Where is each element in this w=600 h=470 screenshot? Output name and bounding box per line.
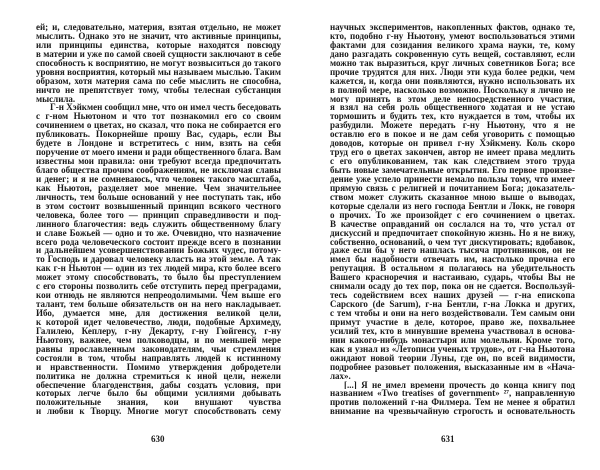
text-line: примут участие в деле, которое, право же, похвальнее [330, 317, 575, 327]
text-line: собственно, оснований, о чем тут дискутировать; вдобавок, [330, 237, 575, 247]
text-line: с г-ном Ньютоном и что тот познакомил его со своим [36, 112, 281, 122]
text-line: Г-н Хэйкмен сообщил мне, что он имел честь беседовать [50, 103, 281, 113]
text-line: ством может служить сказанное мною выше о выводах, [330, 192, 575, 202]
text-line: даже если бы у него нашлась тысяча противников, он не [330, 246, 575, 256]
text-line: Галилею, Кеплеру, г-ну Декарту, г-ну Гюйгенсу, г-ну [36, 326, 281, 336]
text-line: известны мои правила: они требуют всегда предпочитать [36, 157, 281, 166]
text-line: кои отнюдь не являются непреодолимыми. Чем выше его [36, 291, 281, 301]
text-line: линного благочестия: ведь служить общественному благу [36, 219, 281, 229]
page-number-left: 630 [151, 434, 165, 444]
text-line: имел бы надобности отвечать им, настолько прочна его [330, 255, 575, 265]
text-line: могу принять в этом деле непосредственного участия, [330, 94, 575, 104]
text-line: дано разгадать сокровенную суть вещей, составляют, если [330, 49, 575, 59]
text-line: снимали осаду до тех пор, пока он не сдается. Воспользуй- [330, 282, 575, 292]
text-line: состояли в том, чтобы направлять людей к истинному [36, 353, 281, 363]
text-line: публиковать. Покорнейше прошу Вас, сударь, если Вы [36, 130, 281, 140]
text-line: дискуссий и предпочитает спокойную жизнь. Но я не вижу, [330, 228, 575, 238]
text-line: как Ньютон, разделяет мое мнение. Чем значительнее [36, 183, 281, 193]
text-line: репутация. В остальном я полагаюсь на убедительность [330, 264, 575, 274]
text-line: и дальнейшем усовершенствовании Божьих чудес, потому- [36, 246, 281, 256]
text-line: можно так выразиться, круг личных советников Бога; все [330, 58, 575, 68]
text-line: и нравственности. Помимо утверждения добродетели [36, 362, 281, 372]
text-line: внимание на чрезвычайную строгость и основательность [330, 407, 575, 417]
text-line: политика не должна стремиться к иной цели, нежели [36, 371, 281, 381]
text-line: и денег; и я не сомневаюсь, что человек такого масштаба, [36, 174, 281, 184]
text-line: Ибо, думается мне, для достижения великой цели, [36, 309, 281, 318]
text-line: сочинением о цветах, но сказал, что пока не собирается его [36, 121, 281, 131]
right-page-text [330, 23, 575, 416]
text-line: и любви к Творцу. Многие могут способствовать сему [36, 407, 281, 417]
page-number-right: 631 [441, 434, 455, 444]
text-line: подробнее разовьет положения, высказанные им в «Нача- [330, 362, 575, 372]
text-line: Ньютону, важнее, чем полководцы, и по меньшей мере [36, 335, 281, 345]
text-line: благо общества прочим соображениям, не исключая славы [36, 166, 281, 175]
text-line: В качестве оправданий он сослался на то, что устал от [330, 219, 575, 229]
text-line: способность к восприятию, не могут возвыситься до такого [36, 58, 281, 68]
text-line: образом, хотя материя сама по себе мыслить не способна, [36, 76, 281, 86]
text-line: я взял на себя роль общественного ходатая и не устаю [330, 103, 575, 113]
text-line: лах». [330, 371, 351, 381]
text-line: то Господь и даровал человеку власть на этой земле. А так [36, 255, 281, 265]
text-line: равны прославленным законодателям, чьи стремления [36, 344, 281, 354]
text-line: оставлю его в покое и не дам себя уговорить с помощью [330, 130, 575, 140]
text-line: в этом состоит возвышенный принцип всякого честного [36, 201, 281, 211]
text-line: мыслить. Однако это не значит, что активные принципы, [36, 31, 281, 41]
left-page-text [36, 23, 281, 416]
text-line: личность, тем больше оснований у нее поступать так, ибо [36, 192, 281, 202]
text-line: дение уже успело принести немало пользы тому, что имеет [330, 174, 575, 184]
text-line: усилий тех, кто в минувшие времена участвовал в основа- [330, 326, 575, 336]
text-line: труд его о цветах закончен, автор не имеет права медлить [330, 148, 575, 158]
text-line: ничто не препятствует тому, чтобы телесная субстанция [36, 85, 281, 95]
text-line: будете в Лондоне и встретитесь с ним, взять на себя [36, 139, 281, 149]
text-line: положительные знания, кои внушают чувства [36, 398, 281, 408]
text-line: с его стороны позволить себе отступить перед преградами, [36, 282, 281, 292]
text-line: всего рода человеческого состоит прежде всего в познании [36, 237, 281, 247]
text-line: может этому способствовать, то было бы преступлением [36, 273, 281, 283]
text-line: против положений г-на Филмера. Тем не менее я обратил [330, 398, 575, 408]
text-line: в полной мере, насколько возможно. Поскольку я лично не [330, 85, 575, 95]
text-line: научных экспериментов, накопленных фактов, однако те, [330, 23, 575, 32]
text-line: ей; и, следовательно, материя, взятая отдельно, не может [36, 23, 281, 32]
text-line: быть новые замечательные открытия. Его первое произве- [330, 166, 575, 175]
text-line: [...] Я не имел времени прочесть до конца книгу под [344, 380, 575, 390]
text-line: кажется, и, когда они появляются, нужно использовать их [330, 76, 575, 86]
text-line: Сарского (de Sarum), г-на Бентли, г-на Локка и других, [330, 300, 575, 309]
text-line: мыслила. [36, 94, 76, 104]
text-line: как я узнал из «Летописи ученых трудов», от г-на Ньютона [330, 344, 575, 354]
text-line: которых легче было бы общими усилиями добывать [36, 389, 281, 399]
text-line: ожидают новой теории Луны, где он, по всей видимости, [330, 353, 575, 363]
text-line: с тем чтобы и они на него воздействовали. Тем самым они [330, 309, 575, 318]
text-line: и славе Божьей — одно и то же. Очевидно, что назначение [36, 228, 281, 238]
text-line: уровня восприятия, который мы называем мыслью. Таким [36, 67, 281, 77]
text-line: доводов, которые он привел г-ну Хэйкмену. Коль скоро [330, 139, 575, 149]
text-line: кто, подобно г-ну Ньютону, умеют воспользоваться этими [330, 31, 575, 41]
text-line: с его опубликованием, так как следствием этого труда [330, 157, 575, 166]
text-line: прочие трудятся для них. Люди эти куда более редки, чем [330, 67, 575, 77]
text-line: обеспечение благоденствия, дабы создать условия, при [36, 380, 281, 390]
text-line: поручение от моего имени и ради общественного блага. Вам [36, 148, 281, 158]
text-line: талант, тем больше обязательств он на него накладывает. [36, 300, 281, 309]
text-line: человека, более того — принцип справедливости и под- [36, 210, 281, 220]
text-line: которые сделали из него господа Бентли и Локк, не говоря [330, 201, 575, 211]
text-line: в материи и уже по самой своей сущности заключают в себе [36, 49, 281, 59]
text-line: нии какого-нибудь монастыря или молельни. Кроме того, [330, 335, 575, 345]
text-line: к которой идет человечество, люди, подобные Архимеду, [36, 317, 281, 327]
text-line: как г-н Ньютон — один из тех людей мира, кто более всего [36, 264, 281, 274]
text-line: тесь содействием всех наших друзей — г-на епископа [330, 291, 575, 301]
text-line: фактами для созидания великого храма науки, те, кому [330, 40, 575, 50]
text-line: Вашего красноречия и настаиваю, сударь, чтобы Вы не [330, 273, 575, 283]
text-line: разбудили. Можете передать г-ну Ньютону, что я не [330, 121, 575, 131]
text-line: прямую связь с религией и почитанием Бога; доказатель- [330, 183, 575, 193]
text-line: тормошить и будить тех, кто нуждается в том, чтобы их [330, 112, 575, 122]
text-line: названием «Two treatises of government» ²⁷, направленную [330, 389, 575, 399]
text-line: или принципы единства, которые находятся повсюду [36, 40, 281, 50]
text-line: о прочих. То же произойдет с его сочинением о цветах. [330, 210, 575, 220]
